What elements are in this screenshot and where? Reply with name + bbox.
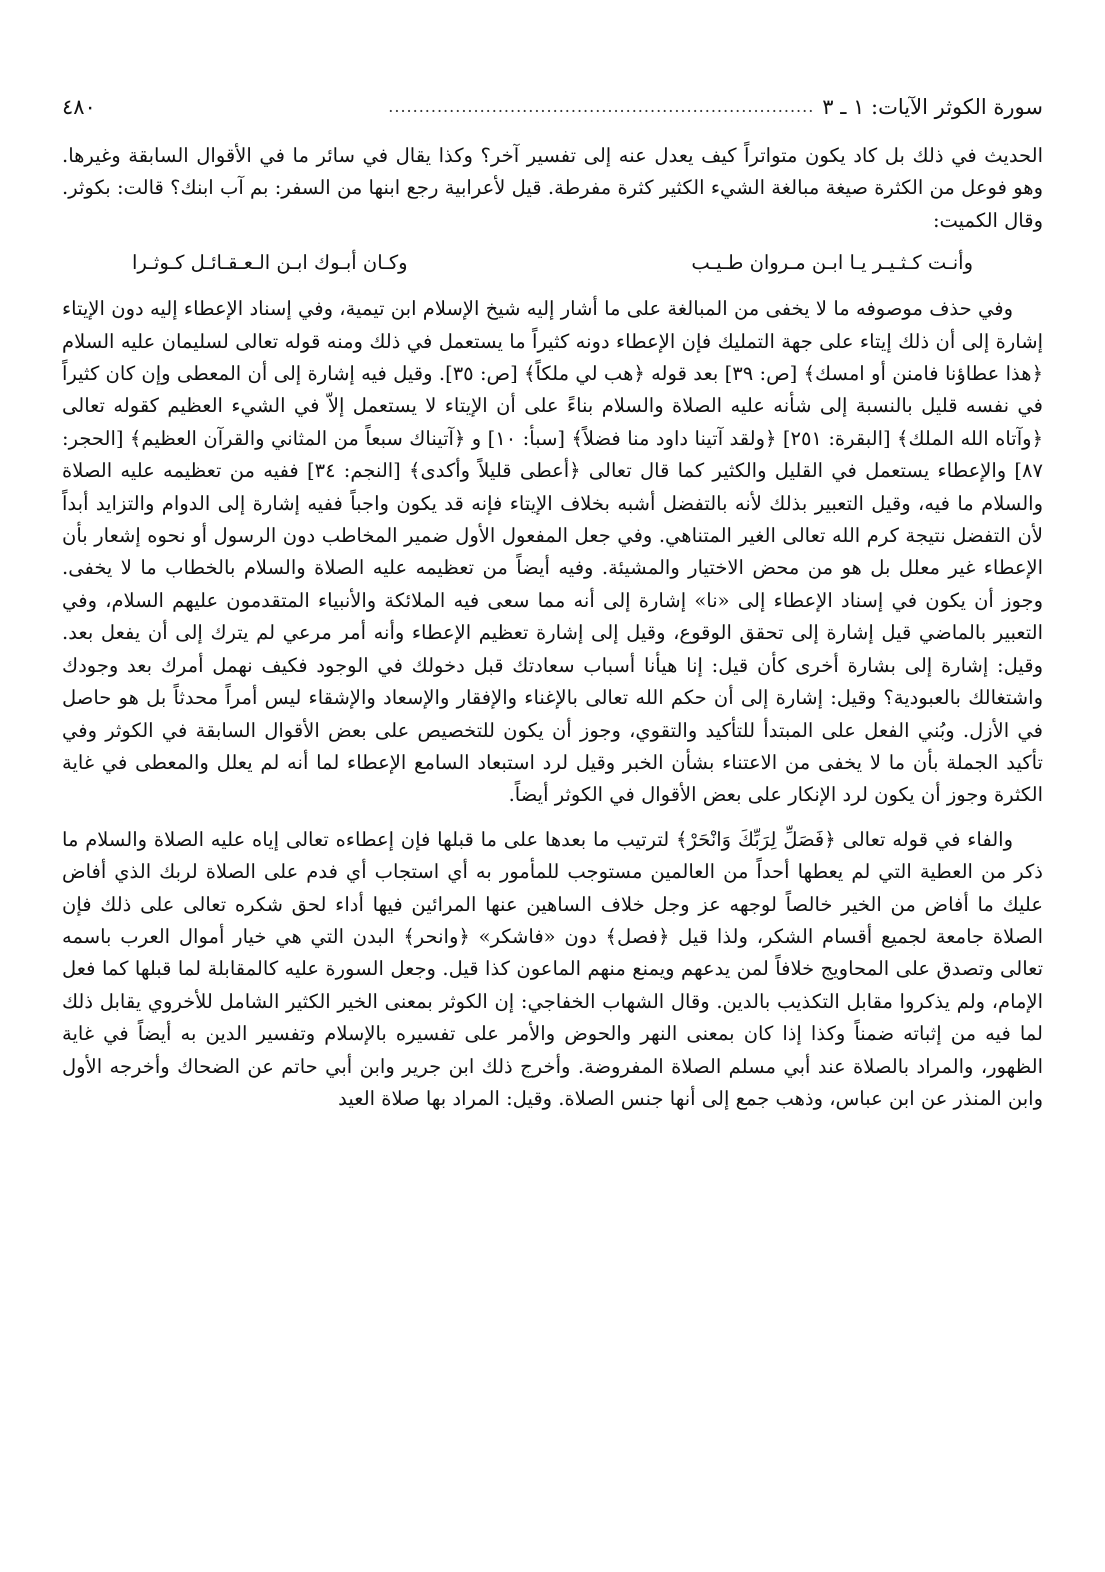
main-text [62, 140, 1043, 1115]
page-number: ٤٨٠ [62, 95, 96, 119]
paragraph-2: وفي حذف موصوفه ما لا يخفى من المبالغة على ما أشار إليه شيخ الإسلام ابن تيمية، وفي إسناد الإعطاء إليه دون الإيتاء إشارة إلى أن ذلك إيتاء على جهة التمليك فإن الإعطاء دونه كثيراً ما يستعمل في ذلك ومنه قوله تعالى لسليمان عليه السلام ﴿هذا عطاؤنا فامنن أو امسك﴾ [ص: ٣٩] بعد قوله ﴿هب لي ملكاً﴾ [ص: ٣٥]. وقيل فيه إشارة إلى أن المعطى وإن كان كثيراً في نفسه قليل بالنسبة إلى شأنه عليه الصلاة والسلام بناءً على أن الإيتاء لا يستعمل إلاّ في الشيء العظيم كقوله تعالى ﴿وآتاه الله الملك﴾ [البقرة: ٢٥١] ﴿ولقد آتينا داود منا فضلاً﴾ [سبأ: ١٠] و ﴿آتيناك سبعاً من المثاني والقرآن العظيم﴾ [الحجر: ٨٧] والإعطاء يستعمل في القليل والكثير كما قال تعالى ﴿أعطى قليلاً وأكدى﴾ [النجم: ٣٤] ففيه من تعظيمه عليه الصلاة والسلام ما فيه، وقيل التعبير بذلك لأنه بالتفضل أشبه بخلاف الإيتاء فإنه قد يكون واجباً ففيه إشارة إلى الدوام والتزايد أبداً لأن التفضل نتيجة كرم الله تعالى الغير المتناهي. وفي جعل المفعول الأول ضمير المخاطب دون الرسول أو نحوه إشعار بأن الإعطاء غير معلل بل هو من محض الاختيار والمشيئة. وفيه أيضاً من تعظيمه عليه الصلاة والسلام بالخطاب ما لا يخفى. وجوز أن يكون في إسناد الإعطاء إلى «نا» إشارة إلى أنه مما سعى فيه الملائكة والأنبياء المتقدمون عليهم السلام، وفي التعبير بالماضي قيل إشارة إلى تحقق الوقوع، وقيل إلى إشارة تعظيم الإعطاء وأنه أمر مرعي لم يترك إلى أن يفعل بعد. وقيل: إشارة إلى بشارة أخرى كأن قيل: إنا هيأنا أسباب سعادتك قبل دخولك في الوجود فكيف نهمل أمرك بعد وجودك واشتغالك بالعبودية؟ وقيل: إشارة إلى أن حكم الله تعالى بالإغناء والإفقار والإسعاد والإشقاء ليس أمراً محدثاً بل هو حاصل في الأزل. وبُني الفعل على المبتدأ للتأكيد والتقوي، وجوز أن يكون للتخصيص على بعض الأقوال السابقة في الكوثر وفي تأكيد الجملة بأن ما لا يخفى من الاعتناء بشأن الخبر وقيل لرد استبعاد السامع الإعطاء لما أنه لم يعلل والمعطى في غاية الكثرة وجوز أن يكون لرد الإنكار على بعض الأقوال في الكوثر أيضاً. [62, 297, 1043, 807]
poem-verse [62, 237, 1043, 293]
paragraph-1: الحديث في ذلك بل كاد يكون متواتراً كيف يعدل عنه إلى تفسير آخر؟ وكذا يقال في سائر ما في الأقوال السابقة وغيرها. وهو فوعل من الكثرة صيغة مبالغة الشيء الكثير كثرة مفرطة. قيل لأعرابية رجع ابنها من السفر: بم آب ابنك؟ قالت: بكوثر. وقال الكميت: [62, 144, 1043, 232]
poem-second-hemistich: وكـان أبـوك ابـن الـعـقـائـل كـوثـرا [132, 251, 408, 275]
paragraph-3: والفاء في قوله تعالى ﴿فَصَلِّ لِرَبِّكَ وَانْحَرْ﴾ لترتيب ما بعدها على ما قبلها فإن إعطاءه تعالى إياه عليه الصلاة والسلام ما ذكر من العطية التي لم يعطها أحداً من العالمين مستوجب للمأمور به أي استجاب أي فدم على الصلاة لربك الذي أفاض عليك ما أفاض من الخير خالصاً لوجهه عز وجل خلاف الساهين عنها المرائين فيها أداء لحق شكره تعالى على ذلك فإن الصلاة جامعة لجميع أقسام الشكر، ولذا قيل ﴿فصل﴾ دون «فاشكر» ﴿وانحر﴾ البدن التي هي خيار أموال العرب باسمه تعالى وتصدق على المحاويج خلافاً لمن يدعهم ويمنع منهم الماعون كذا قيل. وجعل السورة عليه كالمقابلة لما قبلها كما فعل الإمام، ولم يذكروا مقابل التكذيب بالدين. وقال الشهاب الخفاجي: إن الكوثر بمعنى الخير الكثير الشامل للأخروي يقابل ذلك لما فيه من إثباته ضمناً وكذا إذا كان بمعنى النهر والحوض والأمر على تفسيره بالإسلام وتفسير الدين به أيضاً في غاية الظهور، والمراد بالصلاة عند أبي مسلم الصلاة المفروضة. وأخرج ذلك ابن جرير وابن أبي حاتم عن الضحاك وأخرجه الأول وابن المنذر عن ابن عباس، وذهب جمع إلى أنها جنس الصلاة. وقيل: المراد بها صلاة العيد [62, 827, 1044, 1110]
paragraph-gap [62, 812, 1043, 824]
header-leader-dots: ...................................................................... [388, 97, 815, 116]
header-title: سورة الكوثر الآيات: ١ ـ ٣ [822, 95, 1043, 119]
poem-first-hemistich: وأنـت كـثـيـر يـا ابـن مـروان طـيـب [691, 251, 973, 275]
running-header [62, 86, 1043, 122]
